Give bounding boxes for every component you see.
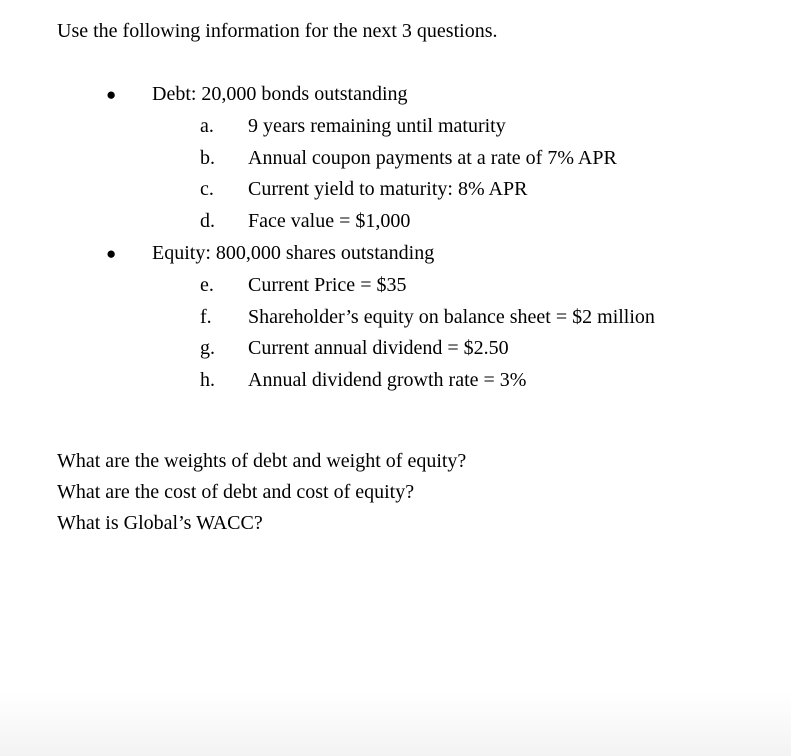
list-item-text: Shareholder’s equity on balance sheet = $2 million: [248, 305, 655, 328]
list-item-marker: d.: [200, 210, 215, 233]
bullet-list: [0, 79, 791, 397]
list-item-a: [0, 111, 791, 143]
list-item-text: Annual dividend growth rate = 3%: [248, 369, 527, 392]
question-weights: What are the weights of debt and weight of equity?: [57, 449, 467, 472]
bullet-item-equity: [0, 238, 791, 270]
list-item-text: Annual coupon payments at a rate of 7% APR: [248, 146, 617, 169]
question-wacc: What is Global’s WACC?: [57, 511, 263, 534]
list-item-marker: f.: [200, 305, 212, 328]
list-item-g: [0, 333, 791, 365]
list-item-marker: g.: [200, 337, 215, 360]
list-item-marker: c.: [200, 178, 214, 201]
bullet-icon: ●: [106, 243, 117, 263]
list-item-d: [0, 206, 791, 238]
intro-text: Use the following information for the next 3 questions.: [57, 20, 498, 42]
list-item-c: [0, 174, 791, 206]
list-item-e: [0, 270, 791, 302]
bullet-item-label: Debt: 20,000 bonds outstanding: [152, 83, 408, 105]
list-item-text: Face value = $1,000: [248, 210, 411, 233]
bullet-icon: ●: [106, 85, 117, 104]
list-item-text: 9 years remaining until maturity: [248, 114, 506, 137]
page-bottom-fade: [0, 692, 791, 756]
list-item-h: [0, 365, 791, 397]
list-item-marker: e.: [200, 273, 214, 296]
bullet-item-debt: [0, 79, 791, 111]
list-item-marker: h.: [200, 369, 215, 392]
list-item-marker: b.: [200, 146, 215, 169]
list-item-text: Current annual dividend = $2.50: [248, 337, 509, 360]
questions-block: [0, 446, 791, 539]
list-item-text: Current yield to maturity: 8% APR: [248, 178, 528, 201]
list-item-b: [0, 143, 791, 175]
question-costs: What are the cost of debt and cost of equity?: [57, 480, 415, 503]
bullet-item-label: Equity: 800,000 shares outstanding: [152, 241, 435, 264]
list-item-marker: a.: [200, 114, 214, 137]
list-item-f: [0, 302, 791, 334]
list-item-text: Current Price = $35: [248, 273, 407, 296]
